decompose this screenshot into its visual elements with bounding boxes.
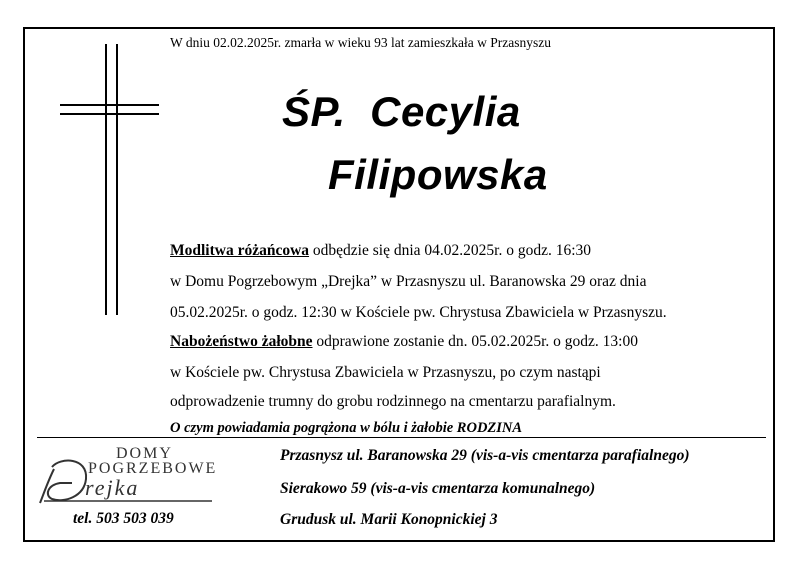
address-sierakowo: Sierakowo 59 (vis-a-vis cmentarza komunalnego) — [280, 480, 596, 497]
rosary-line1 — [170, 242, 591, 260]
cross-vertical-right — [116, 44, 118, 315]
rosary-line1-text: odbędzie się dnia 04.02.2025r. o godz. 16:30 — [309, 242, 592, 259]
funeral-line3: odprowadzenie trumny do grobu rodzinnego na cmentarzu parafialnym. — [170, 393, 616, 410]
phone-number: tel. 503 503 039 — [73, 510, 174, 527]
funeral-line1-text: odprawione zostanie dn. 05.02.2025r. o godz. 13:00 — [312, 333, 638, 350]
funeral-home-logo — [30, 445, 230, 510]
funeral-heading: Nabożeństwo żałobne — [170, 333, 313, 350]
logo-brand: rejka — [85, 475, 140, 500]
address-grudusk: Grudusk ul. Marii Konopnickiej 3 — [280, 511, 498, 528]
rosary-heading: Modlitwa różańcowa — [170, 242, 310, 259]
address-przasnysz: Przasnysz ul. Baranowska 29 (vis-a-vis cmentarza parafialnego) — [280, 447, 690, 464]
cross-horizontal-top — [60, 104, 159, 106]
deceased-name-line2: Filipowska — [328, 151, 548, 198]
cross-vertical-left — [105, 44, 107, 315]
cross-horizontal-bottom — [60, 113, 159, 115]
rosary-line2: w Domu Pogrzebowym „Drejka” w Przasnyszu ul. Baranowska 29 oraz dnia — [170, 273, 647, 290]
death-announcement: W dniu 02.02.2025r. zmarła w wieku 93 lat zamieszkała w Przasnyszu — [170, 35, 552, 50]
logo-domy: DOMY — [116, 445, 173, 462]
deceased-name-line1: ŚP. Cecylia — [282, 88, 521, 135]
closing-note: O czym powiadamia pogrążona w bólu i żałobie RODZINA — [170, 420, 523, 436]
divider — [37, 437, 766, 438]
logo-pogrzebowe: POGRZEBOWE — [88, 460, 218, 477]
funeral-line2: w Kościele pw. Chrystusa Zbawiciela w Przasnyszu, po czym nastąpi — [170, 364, 601, 381]
funeral-line1 — [170, 333, 638, 351]
rosary-line3: 05.02.2025r. o godz. 12:30 w Kościele pw. Chrystusa Zbawiciela w Przasnyszu. — [170, 304, 667, 321]
